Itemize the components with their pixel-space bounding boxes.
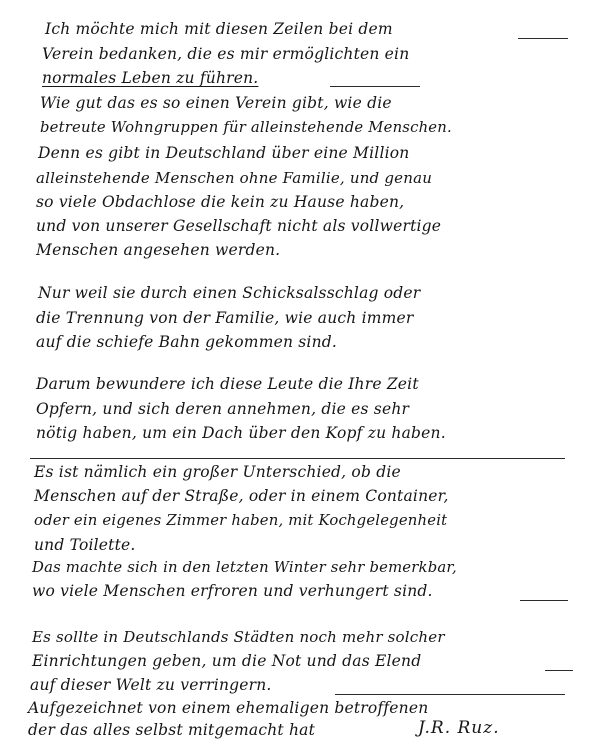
trailing-rule [518,38,568,39]
letter-line [0,674,593,696]
letter-text: die Trennung von der Familie, wie auch immer [36,309,414,327]
letter-text: Das machte sich in den letzten Winter sehr bemerkbar, [32,559,457,576]
letter-line [0,461,593,483]
letter-text: Einrichtungen geben, um die Not und das Elend [32,652,422,670]
letter-line [0,719,593,741]
letter-text: Opfern, und sich deren annehmen, die es sehr [36,400,410,418]
letter-text: der das alles selbst mitgemacht hat [28,721,315,739]
letter-text: alleinstehende Menschen ohne Familie, und genau [36,169,433,187]
letter-line [0,117,593,139]
letter-line [0,67,593,89]
letter-text: normales Leben zu führen. [42,69,259,87]
letter-text: auf die schiefe Bahn gekommen sind. [36,333,338,351]
separator-rule [30,458,565,459]
letter-line [0,142,593,164]
letter-line [0,92,593,114]
letter-line [0,697,593,719]
letter-line [0,307,593,329]
letter-text: auf dieser Welt zu verringern. [30,676,272,694]
letter-line [0,626,593,648]
letter-text: nötig haben, um ein Dach über den Kopf zu haben. [36,424,446,442]
letter-line [0,215,593,237]
letter-line [0,43,593,65]
letter-line [0,510,593,532]
letter-line [0,167,593,189]
letter-text: so viele Obdachlose die kein zu Hause haben, [36,193,405,211]
signature: J.R. Ruz. [418,718,500,738]
letter-line [0,485,593,507]
letter-text: und Toilette. [34,536,136,554]
letter-line [0,534,593,556]
letter-line [0,331,593,353]
letter-text: Denn es gibt in Deutschland über eine Million [38,144,410,162]
letter-text: Menschen angesehen werden. [36,241,281,259]
letter-line [0,422,593,444]
letter-text: Aufgezeichnet von einem ehemaligen betroffenen [28,699,429,717]
letter-line [0,650,593,672]
letter-text: Nur weil sie durch einen Schicksalsschlag oder [38,284,421,302]
letter-text: oder ein eigenes Zimmer haben, mit Kochgelegenheit [34,512,448,529]
letter-text: Es sollte in Deutschlands Städten noch mehr solcher [32,628,445,646]
letter-text: Wie gut das es so einen Verein gibt, wie die [40,94,392,112]
letter-line [0,373,593,395]
trailing-rule [330,86,420,87]
letter-text: und von unserer Gesellschaft nicht als vollwertige [36,217,442,235]
letter-line [0,18,593,40]
letter-line [0,282,593,304]
letter-line [0,398,593,420]
letter-text: Es ist nämlich ein großer Unterschied, ob die [34,463,401,481]
letter-line [0,239,593,261]
letter-text: Ich möchte mich mit diesen Zeilen bei dem [45,20,393,38]
letter-line [0,580,593,602]
trailing-rule [520,600,568,601]
letter-text: wo viele Menschen erfroren und verhungert sind. [32,582,433,600]
trailing-rule [335,694,565,695]
letter-line [0,557,593,579]
letter-text: betreute Wohngruppen für alleinstehende Menschen. [40,119,452,136]
letter-text: Verein bedanken, die es mir ermöglichten ein [42,45,410,63]
letter-text: Darum bewundere ich diese Leute die Ihre Zeit [36,375,419,393]
letter-line [0,191,593,213]
letter-text: Menschen auf der Straße, oder in einem Container, [34,487,449,505]
trailing-rule [545,670,573,671]
